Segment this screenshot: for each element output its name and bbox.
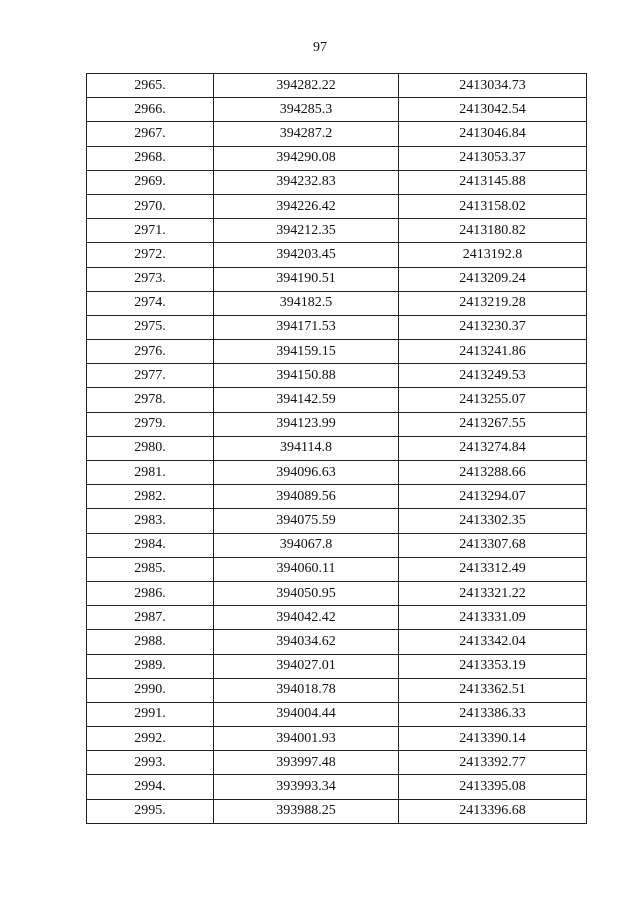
x-coordinate-cell: 394142.59 [214, 388, 399, 412]
point-number-cell: 2992. [87, 727, 214, 751]
table-row [87, 146, 587, 170]
y-coordinate-cell: 2413042.54 [399, 98, 587, 122]
y-coordinate-cell: 2413249.53 [399, 364, 587, 388]
x-coordinate-cell: 393997.48 [214, 751, 399, 775]
table-row [87, 533, 587, 557]
point-number-cell: 2987. [87, 606, 214, 630]
table-row [87, 799, 587, 823]
y-coordinate-cell: 2413145.88 [399, 170, 587, 194]
y-coordinate-cell: 2413180.82 [399, 219, 587, 243]
point-number-cell: 2967. [87, 122, 214, 146]
table-row [87, 219, 587, 243]
point-number-cell: 2970. [87, 194, 214, 218]
y-coordinate-cell: 2413312.49 [399, 557, 587, 581]
x-coordinate-cell: 394203.45 [214, 243, 399, 267]
table-row [87, 775, 587, 799]
point-number-cell: 2965. [87, 74, 214, 98]
x-coordinate-cell: 394159.15 [214, 340, 399, 364]
x-coordinate-cell: 394114.8 [214, 436, 399, 460]
table-row [87, 485, 587, 509]
table-row [87, 727, 587, 751]
point-number-cell: 2976. [87, 340, 214, 364]
table-row [87, 436, 587, 460]
x-coordinate-cell: 394004.44 [214, 702, 399, 726]
x-coordinate-cell: 394182.5 [214, 291, 399, 315]
x-coordinate-cell: 394001.93 [214, 727, 399, 751]
table-row [87, 74, 587, 98]
coordinates-table [86, 73, 587, 824]
point-number-cell: 2968. [87, 146, 214, 170]
table-row [87, 412, 587, 436]
table-row [87, 461, 587, 485]
table-row [87, 243, 587, 267]
point-number-cell: 2972. [87, 243, 214, 267]
x-coordinate-cell: 394171.53 [214, 315, 399, 339]
y-coordinate-cell: 2413321.22 [399, 581, 587, 605]
point-number-cell: 2974. [87, 291, 214, 315]
y-coordinate-cell: 2413307.68 [399, 533, 587, 557]
point-number-cell: 2982. [87, 485, 214, 509]
table-row [87, 170, 587, 194]
y-coordinate-cell: 2413230.37 [399, 315, 587, 339]
x-coordinate-cell: 394089.56 [214, 485, 399, 509]
y-coordinate-cell: 2413209.24 [399, 267, 587, 291]
x-coordinate-cell: 394027.01 [214, 654, 399, 678]
point-number-cell: 2984. [87, 533, 214, 557]
y-coordinate-cell: 2413392.77 [399, 751, 587, 775]
x-coordinate-cell: 394232.83 [214, 170, 399, 194]
point-number-cell: 2986. [87, 581, 214, 605]
table-row [87, 194, 587, 218]
y-coordinate-cell: 2413353.19 [399, 654, 587, 678]
point-number-cell: 2966. [87, 98, 214, 122]
point-number-cell: 2971. [87, 219, 214, 243]
table-row [87, 654, 587, 678]
y-coordinate-cell: 2413241.86 [399, 340, 587, 364]
coordinates-table-body [87, 74, 587, 824]
x-coordinate-cell: 394034.62 [214, 630, 399, 654]
point-number-cell: 2978. [87, 388, 214, 412]
point-number-cell: 2980. [87, 436, 214, 460]
x-coordinate-cell: 394290.08 [214, 146, 399, 170]
table-row [87, 315, 587, 339]
x-coordinate-cell: 394190.51 [214, 267, 399, 291]
y-coordinate-cell: 2413192.8 [399, 243, 587, 267]
table-row [87, 509, 587, 533]
y-coordinate-cell: 2413034.73 [399, 74, 587, 98]
x-coordinate-cell: 394042.42 [214, 606, 399, 630]
x-coordinate-cell: 394096.63 [214, 461, 399, 485]
table-row [87, 340, 587, 364]
y-coordinate-cell: 2413219.28 [399, 291, 587, 315]
table-row [87, 581, 587, 605]
y-coordinate-cell: 2413342.04 [399, 630, 587, 654]
x-coordinate-cell: 394226.42 [214, 194, 399, 218]
table-row [87, 702, 587, 726]
table-row [87, 678, 587, 702]
table-row [87, 291, 587, 315]
x-coordinate-cell: 394282.22 [214, 74, 399, 98]
y-coordinate-cell: 2413053.37 [399, 146, 587, 170]
x-coordinate-cell: 394150.88 [214, 364, 399, 388]
y-coordinate-cell: 2413331.09 [399, 606, 587, 630]
point-number-cell: 2983. [87, 509, 214, 533]
point-number-cell: 2981. [87, 461, 214, 485]
point-number-cell: 2988. [87, 630, 214, 654]
y-coordinate-cell: 2413294.07 [399, 485, 587, 509]
y-coordinate-cell: 2413288.66 [399, 461, 587, 485]
point-number-cell: 2973. [87, 267, 214, 291]
x-coordinate-cell: 394123.99 [214, 412, 399, 436]
table-row [87, 98, 587, 122]
y-coordinate-cell: 2413395.08 [399, 775, 587, 799]
x-coordinate-cell: 393993.34 [214, 775, 399, 799]
x-coordinate-cell: 394067.8 [214, 533, 399, 557]
y-coordinate-cell: 2413046.84 [399, 122, 587, 146]
page-number: 97 [313, 40, 327, 55]
y-coordinate-cell: 2413302.35 [399, 509, 587, 533]
table-row [87, 751, 587, 775]
y-coordinate-cell: 2413396.68 [399, 799, 587, 823]
table-row [87, 267, 587, 291]
table-row [87, 122, 587, 146]
x-coordinate-cell: 394212.35 [214, 219, 399, 243]
y-coordinate-cell: 2413158.02 [399, 194, 587, 218]
x-coordinate-cell: 394075.59 [214, 509, 399, 533]
point-number-cell: 2975. [87, 315, 214, 339]
table-row [87, 364, 587, 388]
table-row [87, 630, 587, 654]
point-number-cell: 2977. [87, 364, 214, 388]
x-coordinate-cell: 394050.95 [214, 581, 399, 605]
y-coordinate-cell: 2413274.84 [399, 436, 587, 460]
table-row [87, 388, 587, 412]
point-number-cell: 2994. [87, 775, 214, 799]
y-coordinate-cell: 2413267.55 [399, 412, 587, 436]
y-coordinate-cell: 2413386.33 [399, 702, 587, 726]
point-number-cell: 2993. [87, 751, 214, 775]
point-number-cell: 2991. [87, 702, 214, 726]
x-coordinate-cell: 394018.78 [214, 678, 399, 702]
y-coordinate-cell: 2413390.14 [399, 727, 587, 751]
point-number-cell: 2989. [87, 654, 214, 678]
table-row [87, 606, 587, 630]
table-row [87, 557, 587, 581]
y-coordinate-cell: 2413362.51 [399, 678, 587, 702]
x-coordinate-cell: 394060.11 [214, 557, 399, 581]
point-number-cell: 2995. [87, 799, 214, 823]
x-coordinate-cell: 394287.2 [214, 122, 399, 146]
y-coordinate-cell: 2413255.07 [399, 388, 587, 412]
point-number-cell: 2990. [87, 678, 214, 702]
point-number-cell: 2969. [87, 170, 214, 194]
x-coordinate-cell: 394285.3 [214, 98, 399, 122]
point-number-cell: 2979. [87, 412, 214, 436]
point-number-cell: 2985. [87, 557, 214, 581]
x-coordinate-cell: 393988.25 [214, 799, 399, 823]
